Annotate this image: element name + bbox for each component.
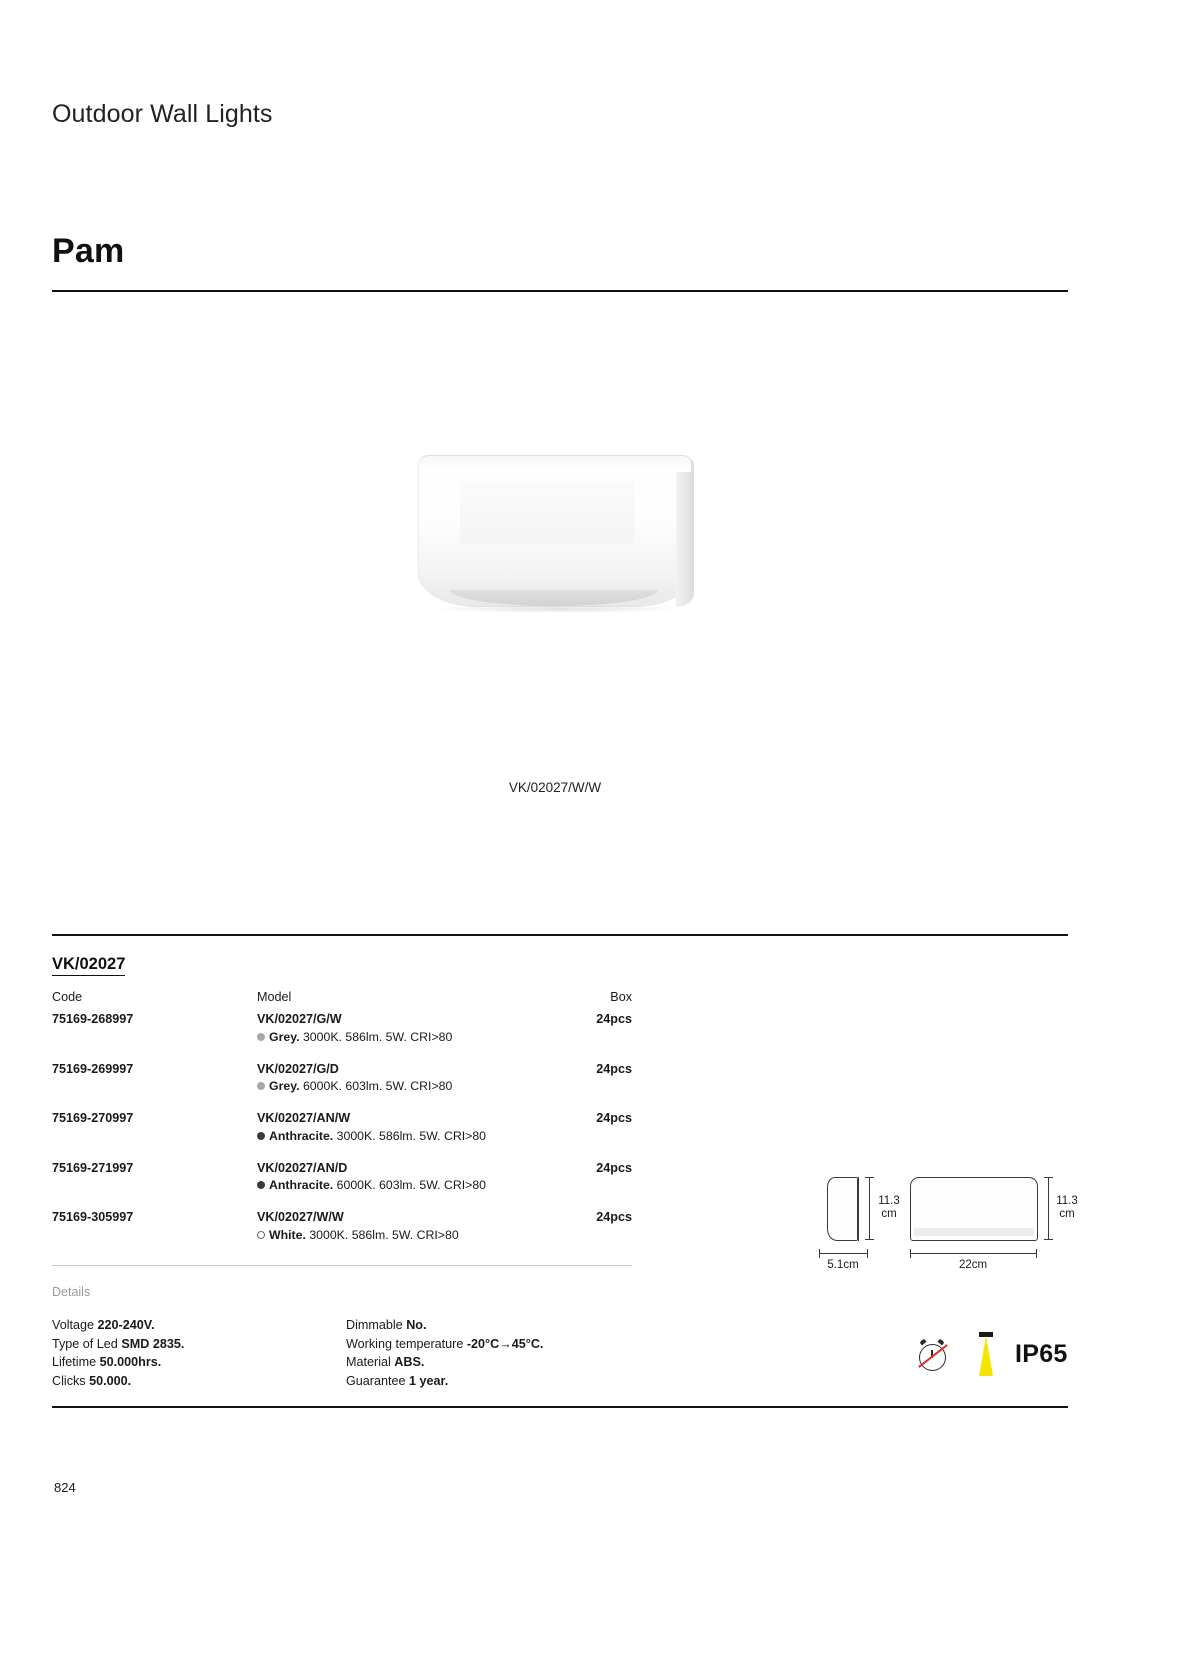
detail-label: Clicks <box>52 1373 90 1388</box>
color-swatch-icon <box>257 1181 265 1189</box>
detail-value: -20°C→45°C. <box>466 1336 544 1351</box>
side-height-line <box>869 1177 870 1239</box>
page-number: 824 <box>54 1480 76 1495</box>
model-code: VK/02027/AN/W <box>257 1111 351 1125</box>
column-header-model: Model <box>257 990 292 1004</box>
detail-item <box>52 1372 184 1391</box>
details-divider <box>52 1265 632 1266</box>
product-image <box>410 450 700 620</box>
spec-icon-row <box>905 1330 1085 1386</box>
ip-rating-badge: IP65 <box>1015 1340 1068 1368</box>
detail-label: Material <box>346 1355 395 1369</box>
details-column-left <box>52 1316 184 1390</box>
section-divider <box>52 934 1068 936</box>
cell-model <box>257 1210 537 1242</box>
lamp-side-panel <box>676 459 694 607</box>
side-depth-tick-right <box>867 1249 868 1258</box>
cell-model <box>257 1062 537 1094</box>
side-view-shape <box>827 1177 858 1241</box>
front-width-tick-left <box>910 1249 911 1258</box>
details-heading: Details <box>52 1285 91 1299</box>
detail-item <box>52 1335 184 1354</box>
side-height-tick-top <box>865 1177 874 1178</box>
cell-box: 24pcs <box>596 1160 632 1175</box>
detail-value: 1 year. <box>409 1373 449 1388</box>
color-label: Anthracite. <box>269 1178 334 1192</box>
detail-label: Guarantee <box>346 1373 410 1388</box>
detail-item <box>346 1335 543 1354</box>
front-height-label <box>1053 1195 1081 1221</box>
side-depth-line <box>819 1253 867 1254</box>
cell-code: 75169-305997 <box>52 1210 134 1224</box>
spec-text: 6000K. 603lm. 5W. CRI>80 <box>336 1178 487 1192</box>
detail-item <box>346 1353 543 1372</box>
lamp-front-face <box>460 481 635 543</box>
model-code: VK/02027/G/W <box>257 1012 342 1026</box>
model-spec <box>257 1079 537 1093</box>
light-beam-icon <box>979 1336 993 1376</box>
detail-label: Voltage <box>52 1318 98 1332</box>
cell-code: 75169-268997 <box>52 1012 134 1026</box>
color-swatch-icon <box>257 1132 265 1140</box>
cell-code: 75169-269997 <box>52 1061 134 1076</box>
cell-box: 24pcs <box>596 1061 632 1076</box>
front-height-line <box>1048 1177 1049 1239</box>
model-spec <box>257 1228 537 1242</box>
table-row <box>52 1210 632 1242</box>
front-height-unit: cm <box>1059 1208 1075 1220</box>
color-label: Anthracite. <box>269 1128 334 1143</box>
front-height-tick-bottom <box>1044 1239 1053 1240</box>
model-code: VK/02027/W/W <box>257 1210 344 1224</box>
cell-code: 75169-271997 <box>52 1160 134 1175</box>
lamp-shadow <box>432 605 682 613</box>
cell-box: 24pcs <box>596 1012 632 1026</box>
details-column-right <box>346 1316 543 1390</box>
color-swatch-icon <box>257 1082 265 1090</box>
spec-text: 3000K. 586lm. 5W. CRI>80 <box>302 1029 453 1044</box>
cell-box: 24pcs <box>596 1111 632 1125</box>
product-image-caption: VK/02027/W/W <box>508 780 602 795</box>
color-swatch-icon <box>257 1231 265 1239</box>
cell-model <box>257 1111 537 1143</box>
cell-box: 24pcs <box>596 1210 632 1224</box>
color-label: Grey. <box>269 1029 300 1044</box>
column-header-box: Box <box>610 990 632 1004</box>
detail-label: Working temperature <box>346 1336 467 1351</box>
model-spec <box>257 1178 537 1192</box>
side-height-label <box>875 1195 903 1221</box>
color-label: Grey. <box>269 1079 300 1093</box>
front-view-shape <box>910 1177 1038 1241</box>
cell-model <box>257 1161 537 1193</box>
product-variants-table <box>52 990 632 1242</box>
detail-value: 50.000. <box>89 1373 132 1388</box>
front-height-value: 11.3 <box>1056 1195 1078 1207</box>
detail-value: 50.000hrs. <box>99 1355 162 1369</box>
side-depth-tick-left <box>819 1249 820 1258</box>
color-swatch-icon <box>257 1033 265 1041</box>
table-row <box>52 1161 632 1193</box>
header-divider <box>52 290 1068 292</box>
detail-label: Lifetime <box>52 1355 100 1369</box>
footer-divider <box>52 1406 1068 1408</box>
detail-value: SMD 2835. <box>121 1336 185 1351</box>
detail-item <box>346 1316 543 1335</box>
dimension-drawings <box>805 1165 1085 1280</box>
detail-value: ABS. <box>394 1355 425 1369</box>
color-label: White. <box>269 1227 306 1242</box>
side-height-unit: cm <box>881 1208 897 1220</box>
model-spec <box>257 1129 537 1143</box>
side-height-tick-bottom <box>865 1239 874 1240</box>
page-category: Outdoor Wall Lights <box>52 100 273 128</box>
lamp-illustration <box>418 455 693 610</box>
table-header-row <box>52 990 632 1006</box>
detail-label: Dimmable <box>346 1318 407 1332</box>
table-row <box>52 1062 632 1094</box>
model-code: VK/02027/AN/D <box>257 1160 348 1175</box>
spec-text: 3000K. 586lm. 5W. CRI>80 <box>309 1227 459 1242</box>
cell-code: 75169-270997 <box>52 1111 134 1125</box>
model-code: VK/02027/G/D <box>257 1061 339 1076</box>
sku-heading: VK/02027 <box>52 955 125 976</box>
table-row <box>52 1012 632 1044</box>
spec-text: 6000K. 603lm. 5W. CRI>80 <box>302 1079 453 1093</box>
detail-item <box>52 1316 184 1335</box>
front-height-tick-top <box>1044 1177 1053 1178</box>
detail-item <box>346 1372 543 1391</box>
model-spec <box>257 1030 537 1044</box>
front-width-line <box>910 1253 1036 1254</box>
page-title: Pam <box>52 232 125 270</box>
lamp-top-edge <box>420 455 691 472</box>
side-depth-label: 5.1cm <box>827 1259 859 1271</box>
detail-value: No. <box>406 1318 427 1332</box>
front-width-tick-right <box>1036 1249 1037 1258</box>
detail-item <box>52 1353 184 1372</box>
detail-value: 220-240V. <box>97 1318 155 1332</box>
column-header-code: Code <box>52 990 83 1004</box>
cell-model <box>257 1012 537 1044</box>
no-timer-icon <box>917 1338 951 1374</box>
side-height-value: 11.3 <box>878 1195 900 1207</box>
front-width-label: 22cm <box>958 1259 988 1271</box>
detail-label: Type of Led <box>52 1336 122 1351</box>
table-row <box>52 1111 632 1143</box>
spec-text: 3000K. 586lm. 5W. CRI>80 <box>336 1128 487 1143</box>
